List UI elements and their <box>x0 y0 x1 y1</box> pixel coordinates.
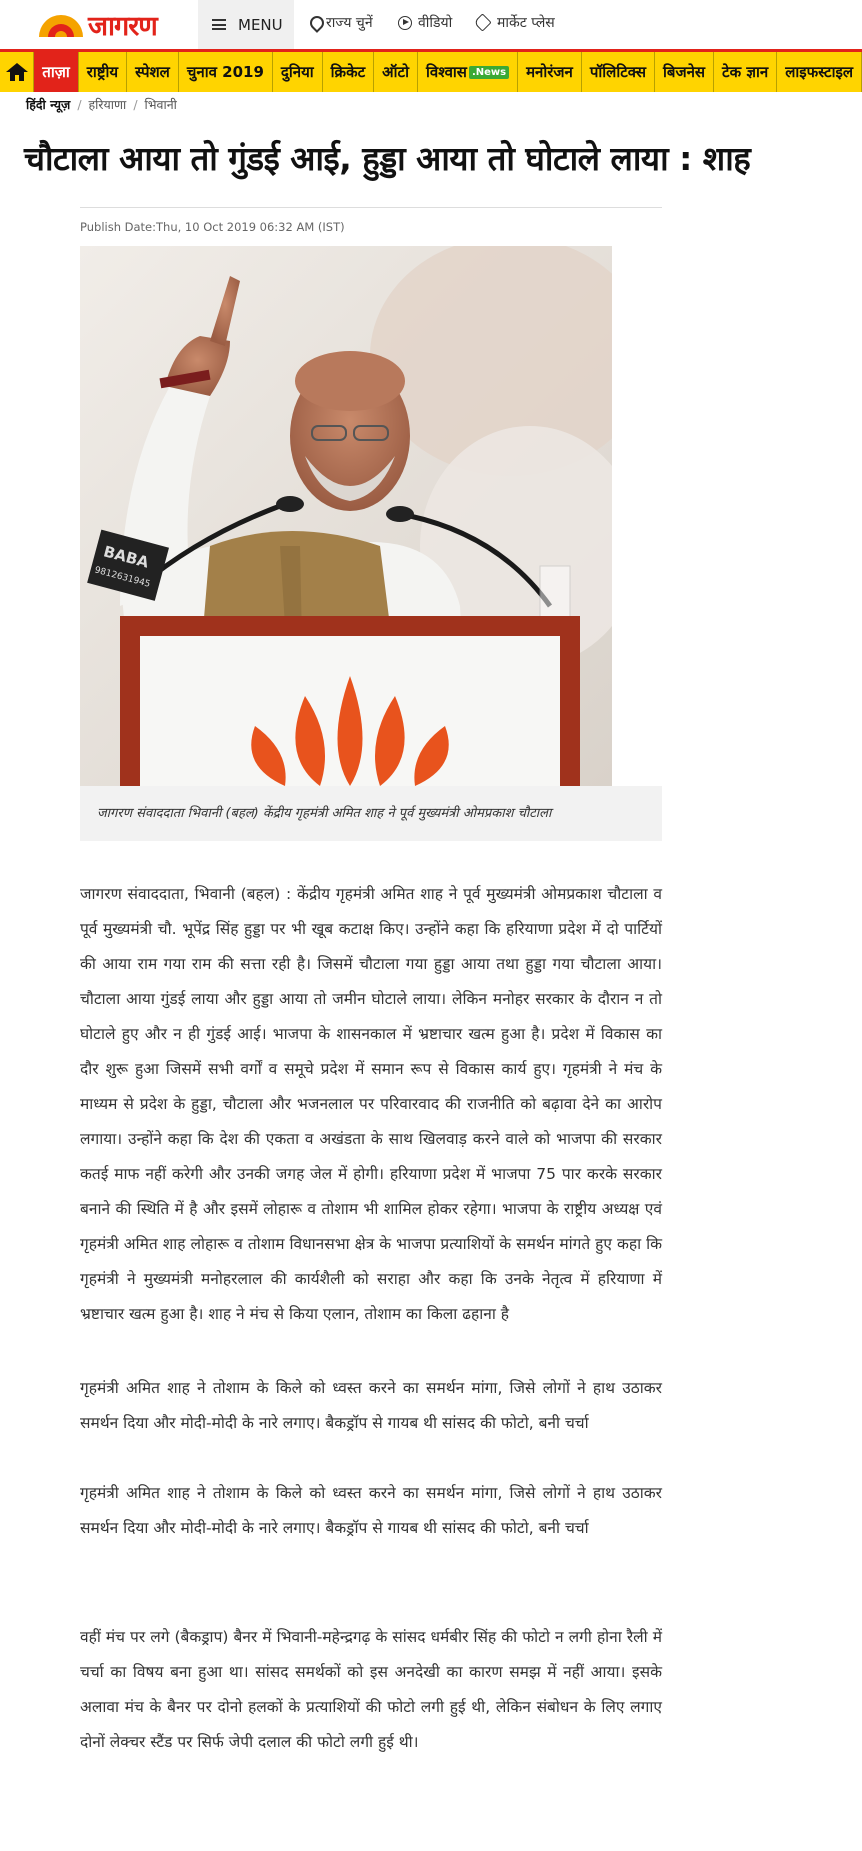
nav-item-national[interactable]: राष्ट्रीय <box>79 52 127 92</box>
breadcrumb-haryana[interactable]: हरियाणा <box>88 97 127 112</box>
mic-brand-text: BABA <box>101 542 151 572</box>
image-caption: जागरण संवाददाता भिवानी (बहल) केंद्रीय गृहमंत्री अमित शाह ने पूर्व मुख्यमंत्री ओमप्रकाश चौटाला <box>80 786 662 841</box>
news-badge: .News <box>469 66 509 79</box>
title-divider <box>80 207 662 208</box>
breadcrumb-separator: / <box>133 97 138 112</box>
location-pin-icon <box>310 16 320 29</box>
paragraph-text: जागरण संवाददाता, भिवानी (बहल) : केंद्रीय गृहमंत्री अमित शाह ने पूर्व मुख्यमंत्री ओमप्रकाश चौटाला व पूर्व मुख्यमंत्री चौ. भूपेंद्र सिंह हुड्डा पर भी खूब कटाक्ष किए। उन्होंने कहा कि हरियाणा प्रदेश में दो पार्टियों की आया राम गया राम की सत्ता रही है। जिसमें चौटाला गया हुड्डा आया तथा हुड्डा गया चौटाला आया। चौटाला आया गुंडई लाया और हुड्डा आया तो जमीन घोटाले लाया। लेकिन मनोहर सरकार के दौरान न तो घोटाले हुए और न ही गुंडई आई। भाजपा के शासनकाल में भ्रष्टाचार खत्म हुआ है। प्रदेश में विकास का दौर शुरू हुआ जिसमें सभी वर्गों व समूचे प्रदेश में समान रूप से विकास कार्य हुए। गृहमंत्री ने मंच के माध्यम से प्रदेश के हुड्डा, चौटाला और भजनलाल पर परिवारवाद की राजनीति को बढ़ावा देने का आरोप लगाया। उन्होंने कहा कि देश की एकता व अखंडता के साथ खिलवाड़ करने वाले को भाजपा की सरकार कतई माफ नहीं करेगी और उनकी जगह जेल में होगी। हरियाणा प्रदेश में भाजपा 75 पार करके सरकार बनाने की स्थिति में है और इसमें लोहारू व तोशाम भी शामिल होकर रहेगा। भाजपा के राष्ट्रीय अध्यक्ष एवं गृहमंत्री अमित शाह लोहारू व तोशाम विधानसभा क्षेत्र के भाजपा प्रत्याशियों के समर्थन मांगते हुए कहा कि गृहमंत्री ने मुख्यमंत्री मनोहरलाल की कार्यशैली को सराहा और कहा कि उनके नेतृत्व में हरियाणा में भ्रष्टाचार खत्म हुआ है। शाह ने मंच से किया एलान, तोशाम का किला ढहाना है <box>80 885 662 1323</box>
play-icon <box>398 16 412 30</box>
state-select-link[interactable] <box>310 13 373 32</box>
breadcrumb-home[interactable]: हिंदी न्यूज़ <box>26 97 71 112</box>
article-paragraph-1 <box>80 877 662 1332</box>
tag-icon <box>473 13 491 31</box>
marketplace-link[interactable] <box>476 13 555 32</box>
hamburger-icon <box>212 19 226 30</box>
nav-item-tech[interactable]: टेक ज्ञान <box>714 52 777 92</box>
nav-item-politics[interactable]: पॉलिटिक्स <box>582 52 655 92</box>
vishvas-label: विश्वास <box>425 63 467 81</box>
nav-item-lifestyle[interactable]: लाइफस्टाइल <box>777 52 862 92</box>
marketplace-label: मार्केट प्लेस <box>497 15 555 31</box>
nav-item-cricket[interactable]: क्रिकेट <box>323 52 375 92</box>
top-header <box>0 0 862 49</box>
state-select-label: राज्य चुनें <box>326 15 373 31</box>
mic-phone-text: 9812631945 <box>93 565 152 590</box>
article-paragraph-4: वहीं मंच पर लगे (बैकड्राप) बैनर में भिवानी-महेन्द्रगढ़ के सांसद धर्मबीर सिंह की फोटो न लगी होना रैली में चर्चा का विषय बना हुआ था। सांसद समर्थकों को इस अनदेखी का कारण समझ में नहीं आया। इसके अलावा मंच के बैनर पर दोनो हलकों के प्रत्याशियों की फोटो लगी हुई थी, लेकिन संबोधन के लिए लगाए दोनों लेक्चर स्टैंड पर सिर्फ जेपी दलाल की फोटो लगी हुई थी। <box>80 1628 662 1751</box>
publish-date: Publish Date:Thu, 10 Oct 2019 06:32 AM (IST) <box>80 220 345 234</box>
home-icon <box>6 63 28 81</box>
nav-item-entertainment[interactable]: मनोरंजन <box>518 52 582 92</box>
logo-text: जागरण <box>88 10 157 42</box>
video-label: वीडियो <box>418 15 453 31</box>
article-title: चौटाला आया तो गुंडई आई, हुड्डा आया तो घोटाले लाया : शाह <box>24 139 751 178</box>
logo-sun-icon <box>36 11 86 37</box>
article-paragraph-3: गृहमंत्री अमित शाह ने तोशाम के किले को ध्वस्त करने का समर्थन मांगा, जिसे लोगों ने हाथ उठाकर समर्थन दिया और मोदी-मोदी के नारे लगाए। बैकड्रॉप से गायब थी सांसद की फोटो, बनी चर्चा <box>80 1484 662 1537</box>
nav-item-world[interactable]: दुनिया <box>273 52 323 92</box>
nav-item-election[interactable]: चुनाव 2019 <box>179 52 273 92</box>
article-image <box>80 246 612 786</box>
speaker-photo <box>80 246 612 786</box>
article-paragraph-2: गृहमंत्री अमित शाह ने तोशाम के किले को ध्वस्त करने का समर्थन मांगा, जिसे लोगों ने हाथ उठाकर समर्थन दिया और मोदी-मोदी के नारे लगाए। बैकड्रॉप से गायब थी सांसद की फोटो, बनी चर्चा <box>80 1379 662 1432</box>
nav-item-auto[interactable]: ऑटो <box>374 52 418 92</box>
nav-home-button[interactable] <box>0 52 34 92</box>
nav-item-special[interactable]: स्पेशल <box>127 52 179 92</box>
video-link[interactable] <box>398 13 452 32</box>
site-logo[interactable] <box>36 8 157 40</box>
menu-label: MENU <box>238 15 283 34</box>
breadcrumb-bhiwani[interactable]: भिवानी <box>144 97 177 112</box>
nav-item-business[interactable]: बिजनेस <box>655 52 714 92</box>
breadcrumb-separator: / <box>77 97 82 112</box>
nav-item-vishvas[interactable] <box>418 52 518 92</box>
category-nav <box>0 49 862 92</box>
nav-item-taza[interactable]: ताज़ा <box>34 52 78 92</box>
menu-button[interactable] <box>198 0 294 49</box>
breadcrumb <box>26 96 177 113</box>
